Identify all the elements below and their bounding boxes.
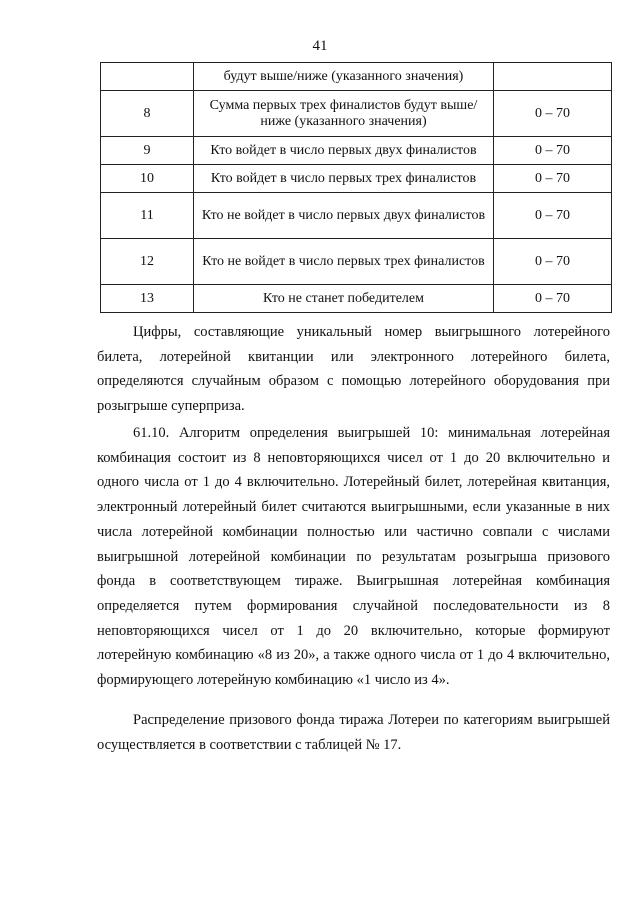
table-row [101, 137, 612, 165]
paragraph-text: Цифры, составляющие уникальный номер выигрышного лотерейного билета, лотерейной квитанции или электронного лотерейного билета, определяются случайным образом с помощью лотерейного оборудования при розыгрыше суперприза. [97, 324, 610, 415]
row-range: 0 – 70 [494, 193, 612, 239]
row-number [101, 63, 194, 91]
row-description: Сумма первых трех финалистов будут выше/ниже (указанного значения) [194, 91, 494, 137]
paragraph-text: 61.10. Алгоритм определения выигрышей 10: минимальная лотерейная комбинация состоит из 8 неповторяющихся чисел от 1 до 20 включительно и одного числа от 1 до 4 включительно. Лотерейный билет, лотерейная квитанция, электронный лотерейный билет считаются выигрышными, если указанные в них числа лотерейной комбинации полностью или частично совпали с числами выигрышной лотерейной комбинации по результатам розыгрыша призового фонда в соответствующем тираже. Выигрышная лотерейная комбинация определяется путем формирования случайной последовательности из 8 неповторяющихся чисел от 1 до 20 включительно, которые формируют лотерейную комбинацию «8 из 20», а также одного числа от 1 до 4 включительно, формирующего лотерейную комбинацию «1 число из 4». [97, 425, 610, 689]
paragraph-algorithm-10 [97, 421, 610, 693]
table-row [101, 239, 612, 285]
row-number: 9 [101, 137, 194, 165]
row-description: Кто войдет в число первых трех финалистов [194, 165, 494, 193]
row-range: 0 – 70 [494, 91, 612, 137]
row-range: 0 – 70 [494, 239, 612, 285]
row-number: 11 [101, 193, 194, 239]
row-number: 13 [101, 285, 194, 313]
row-range: 0 – 70 [494, 285, 612, 313]
row-number: 10 [101, 165, 194, 193]
table-row [101, 285, 612, 313]
table-row [101, 63, 612, 91]
table-row [101, 193, 612, 239]
row-description: Кто не станет победителем [194, 285, 494, 313]
paragraph-text: Распределение призового фонда тиража Лотереи по категориям выигрышей осуществляется в соответствии с таблицей № 17. [97, 712, 610, 753]
page-number: 41 [312, 38, 328, 54]
table-row [101, 91, 612, 137]
paragraph-prize-distribution [97, 708, 610, 757]
row-range [494, 63, 612, 91]
row-description: Кто не войдет в число первых двух финалистов [194, 193, 494, 239]
row-description: Кто не войдет в число первых трех финалистов [194, 239, 494, 285]
row-description: Кто войдет в число первых двух финалистов [194, 137, 494, 165]
row-description: будут выше/ниже (указанного значения) [194, 63, 494, 91]
row-range: 0 – 70 [494, 165, 612, 193]
row-number: 12 [101, 239, 194, 285]
row-range: 0 – 70 [494, 137, 612, 165]
row-number: 8 [101, 91, 194, 137]
table-row [101, 165, 612, 193]
paragraph-winning-ticket-number [97, 320, 610, 419]
prize-category-table [100, 62, 612, 313]
